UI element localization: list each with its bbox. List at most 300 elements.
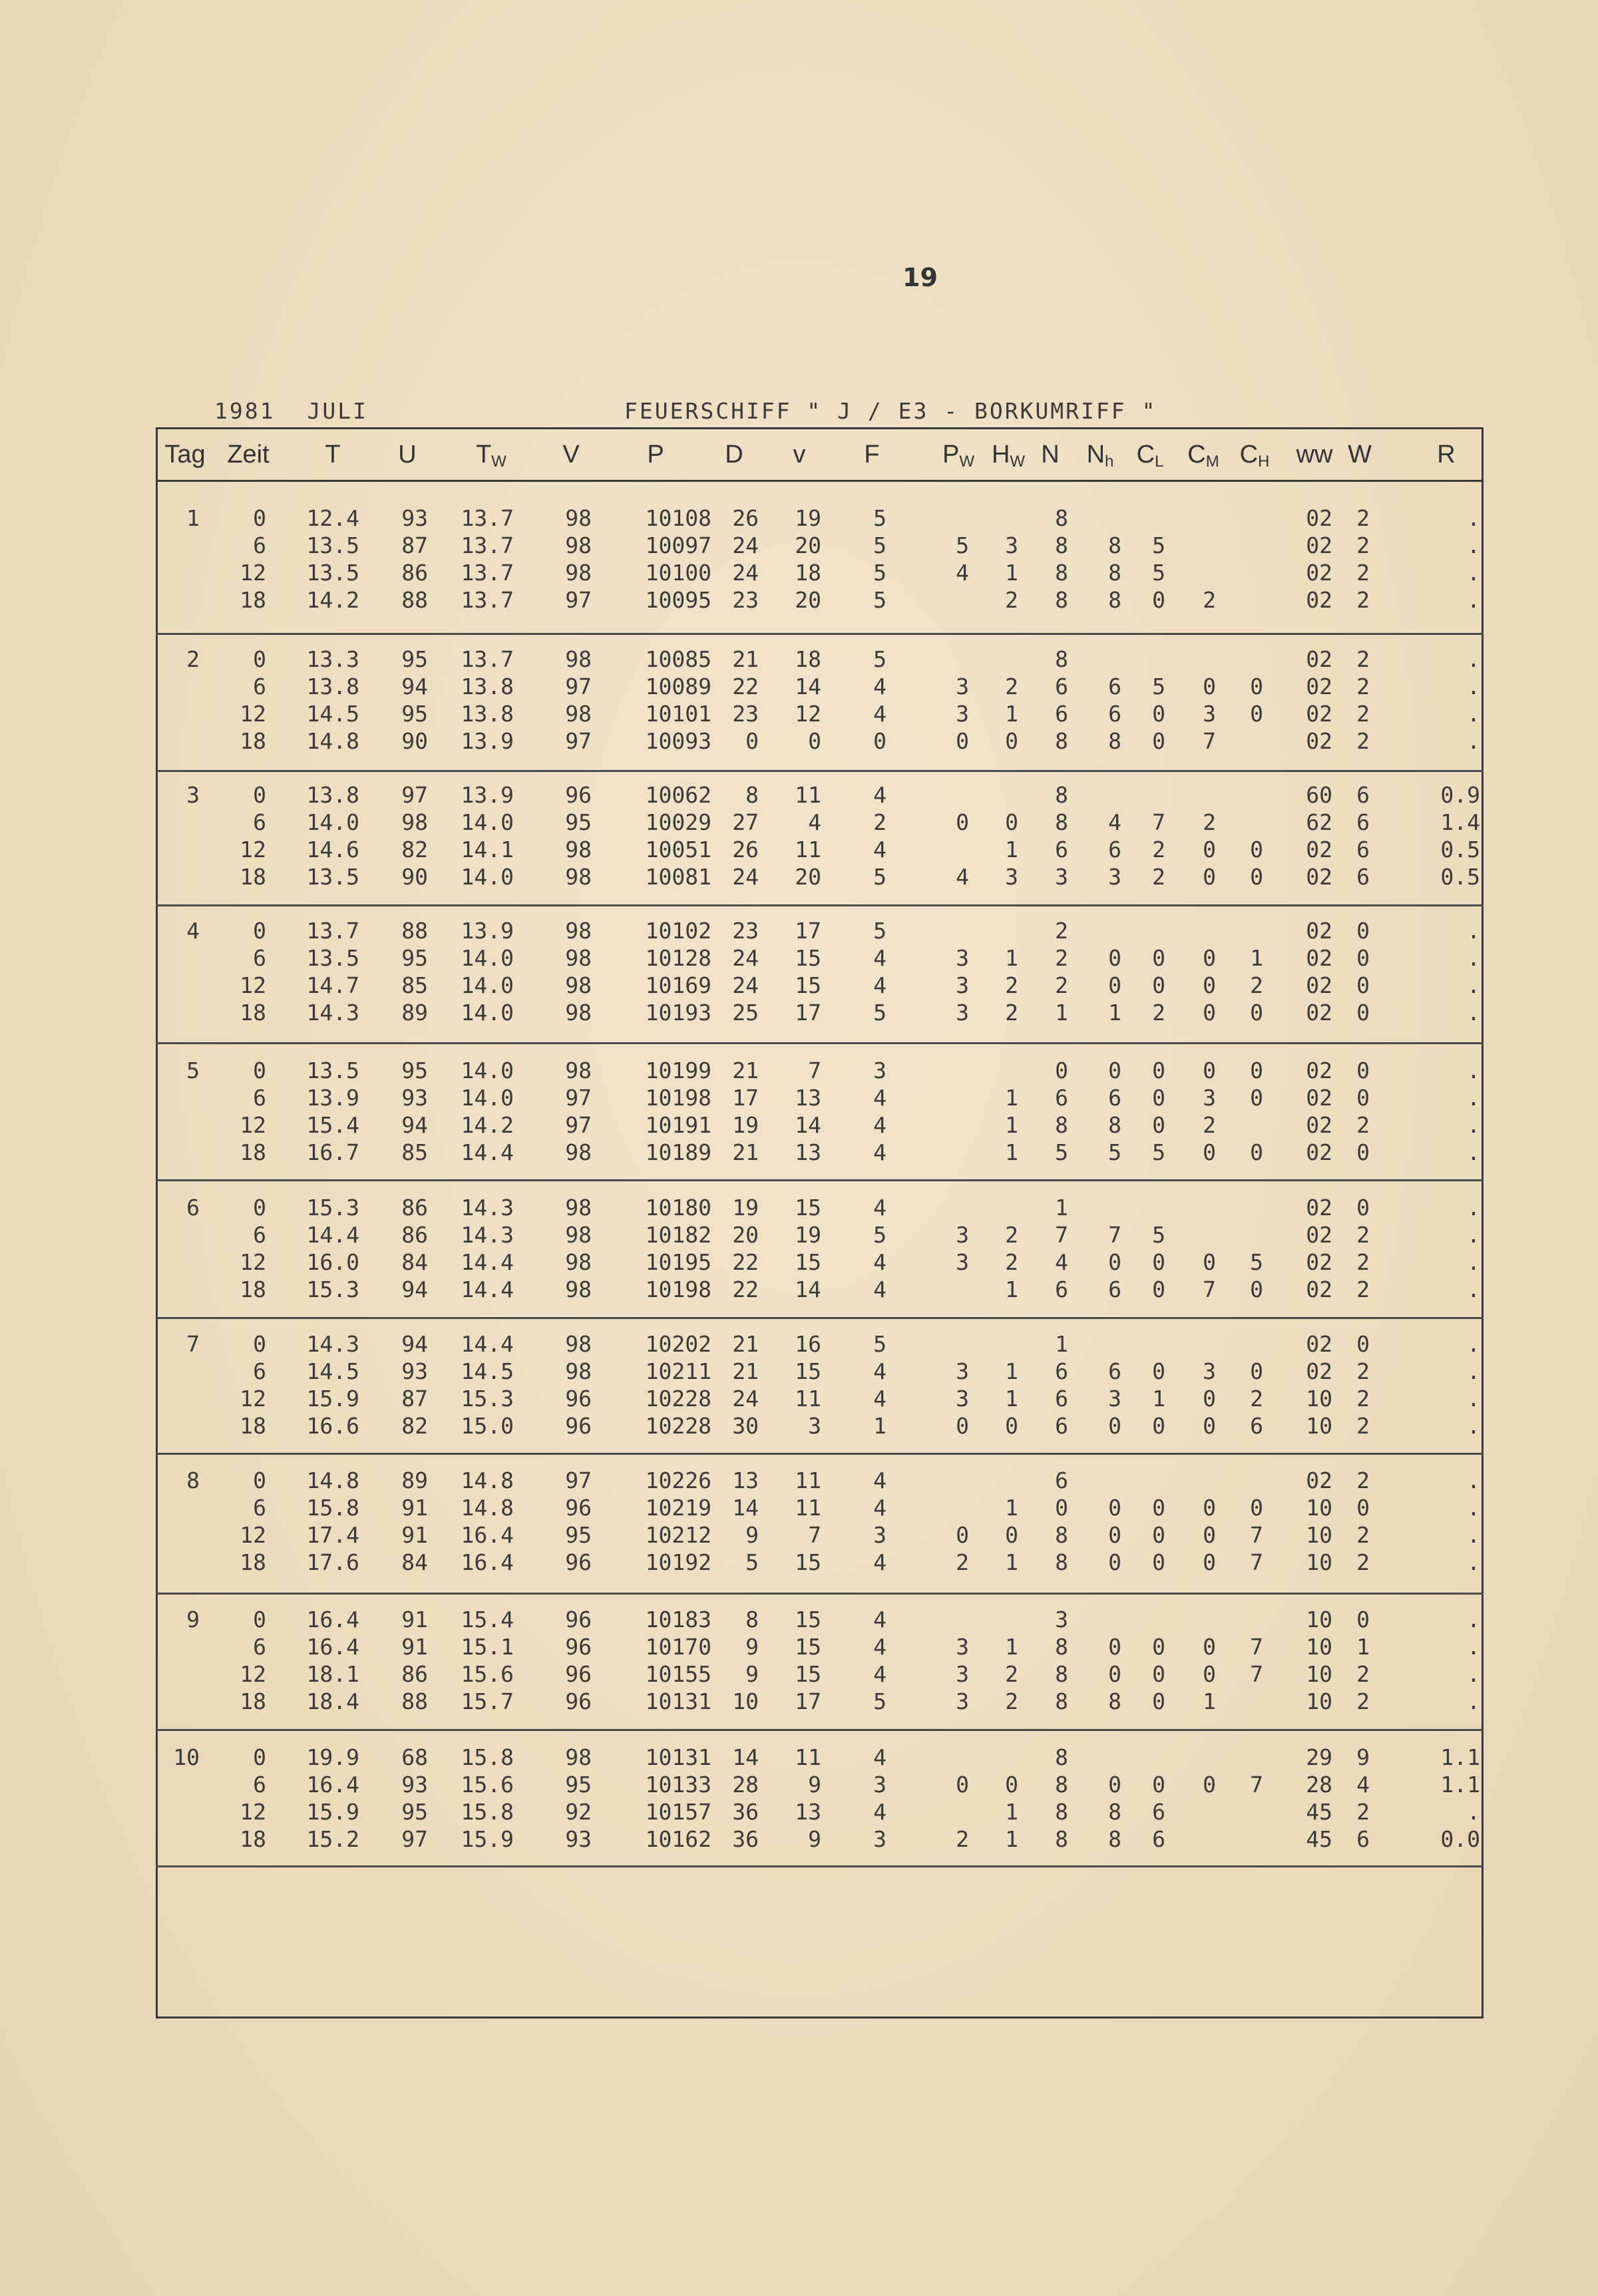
column-header-label: W (1348, 441, 1372, 469)
table-cell: 6 (1055, 1358, 1068, 1384)
table-cell: 10 (732, 1688, 759, 1714)
table-cell: 3 (956, 1386, 969, 1412)
table-cell: 0.5 (1440, 837, 1480, 862)
column-header-subscript: W (491, 453, 506, 471)
table-cell: 82 (401, 1413, 428, 1439)
table-cell: 8 (1108, 1112, 1121, 1138)
table-cell: 4 (873, 972, 887, 998)
table-cell: 2 (1005, 1661, 1018, 1687)
table-cell: 12 (240, 1386, 266, 1412)
table-cell: 12 (240, 701, 266, 727)
table-cell: 7 (1250, 1522, 1263, 1548)
table-cell: 10180 (645, 1195, 711, 1221)
table-cell: 0 (1203, 1139, 1216, 1165)
table-cell: 3 (956, 673, 969, 699)
table-cell: 17 (795, 1688, 821, 1714)
table-cell: 6 (253, 945, 266, 971)
table-cell: 94 (401, 1276, 428, 1302)
table-cell: 95 (565, 809, 592, 835)
table-period (214, 398, 400, 424)
table-row (0, 1222, 1598, 1248)
table-cell: 14.5 (306, 1358, 359, 1384)
table-cell: 16.4 (461, 1549, 514, 1575)
table-cell: 02 (1306, 1467, 1332, 1493)
table-cell: 2 (1356, 673, 1370, 699)
table-cell: 0 (253, 782, 266, 808)
table-cell: 13.5 (306, 945, 359, 971)
table-cell: 10169 (645, 972, 711, 998)
table-cell: 89 (401, 1467, 428, 1493)
table-cell: 6 (1108, 673, 1121, 699)
table-cell: 11 (795, 1386, 821, 1412)
table-cell: 15.9 (461, 1826, 514, 1852)
table-cell: 4 (873, 1139, 887, 1165)
table-cell: 10051 (645, 837, 711, 862)
table-cell: 1 (1005, 701, 1018, 727)
table-cell: 0 (253, 1607, 266, 1632)
table-cell: 3 (873, 1057, 887, 1083)
table-cell: 0 (1203, 673, 1216, 699)
column-header-8 (793, 441, 806, 469)
table-cell: 5 (873, 505, 887, 531)
column-header-18 (1348, 441, 1372, 469)
table-cell: 1 (1005, 1139, 1018, 1165)
table-cell: 3 (1203, 1358, 1216, 1384)
table-cell: 6 (253, 809, 266, 835)
table-cell: 95 (401, 701, 428, 727)
table-cell: 2 (1203, 809, 1216, 835)
table-cell: 5 (873, 646, 887, 672)
table-cell: 5 (873, 587, 887, 613)
table-cell: 7 (1250, 1661, 1263, 1687)
table-cell: 3 (1055, 864, 1068, 890)
table-cell: 45 (1306, 1826, 1332, 1852)
table-cell: 93 (401, 505, 428, 531)
table-cell: 68 (401, 1744, 428, 1770)
table-cell: . (1467, 1661, 1480, 1687)
table-cell: 0 (1152, 1661, 1165, 1687)
table-row (0, 1495, 1598, 1521)
table-cell: 5 (873, 1688, 887, 1714)
table-cell: 14.8 (306, 728, 359, 754)
table-cell: . (1467, 1057, 1480, 1083)
table-cell: 15.8 (461, 1744, 514, 1770)
column-header-14 (1137, 441, 1164, 471)
table-cell: 14.0 (461, 1057, 514, 1083)
table-cell: 97 (565, 1467, 592, 1493)
table-row (0, 560, 1598, 586)
table-cell: 93 (565, 1826, 592, 1852)
table-cell: 1 (1203, 1688, 1216, 1714)
table-cell: 10228 (645, 1386, 711, 1412)
table-cell: 4 (956, 560, 969, 586)
column-header-label: N (1041, 441, 1060, 469)
table-cell: 16.4 (461, 1522, 514, 1548)
table-cell: 7 (808, 1057, 821, 1083)
table-cell: 14.6 (306, 837, 359, 862)
table-cell: 10 (1306, 1522, 1332, 1548)
table-row (0, 1688, 1598, 1715)
table-cell: 1.1 (1440, 1772, 1480, 1798)
column-header-subscript: W (1010, 453, 1026, 471)
table-cell: 2 (956, 1826, 969, 1852)
table-cell: 10131 (645, 1744, 711, 1770)
table-cell: 4 (873, 1744, 887, 1770)
table-cell: 5 (1152, 560, 1165, 586)
table-cell: . (1467, 646, 1480, 672)
column-header-label: ww (1296, 441, 1333, 469)
column-header-4 (476, 441, 506, 471)
table-cell: 2 (1356, 1688, 1370, 1714)
table-cell: 3 (1005, 532, 1018, 558)
table-cell: 16.0 (306, 1249, 359, 1275)
table-cell: 1 (1005, 1549, 1018, 1575)
table-cell: 13.9 (461, 918, 514, 944)
table-cell: 85 (401, 972, 428, 998)
table-cell: 02 (1306, 972, 1332, 998)
group-separator (156, 1729, 1484, 1731)
table-cell: 91 (401, 1607, 428, 1632)
table-cell: 0 (1108, 1549, 1121, 1575)
table-cell: 0 (1250, 1495, 1263, 1521)
table-cell: 6 (1108, 1085, 1121, 1111)
day-cell: 7 (186, 1331, 200, 1357)
table-cell: 2 (1356, 1222, 1370, 1248)
table-cell: 10195 (645, 1249, 711, 1275)
table-cell: 18 (240, 1276, 266, 1302)
table-cell: 0 (1250, 864, 1263, 890)
table-cell: 5 (1055, 1139, 1068, 1165)
table-cell: 2 (956, 1549, 969, 1575)
table-cell: 0 (1250, 1139, 1263, 1165)
table-cell: . (1467, 1249, 1480, 1275)
table-cell: 6 (253, 1222, 266, 1248)
table-cell: 21 (732, 1139, 759, 1165)
table-cell: 15 (795, 945, 821, 971)
table-cell: 14 (795, 1112, 821, 1138)
table-cell: 6 (1055, 1085, 1068, 1111)
table-cell: 0 (1203, 1249, 1216, 1275)
table-cell: . (1467, 1522, 1480, 1548)
table-cell: 2 (1005, 673, 1018, 699)
table-cell: 14.4 (306, 1222, 359, 1248)
table-cell: 0 (1005, 1413, 1018, 1439)
table-cell: 0 (1108, 1522, 1121, 1548)
table-cell: 88 (401, 587, 428, 613)
table-cell: 8 (1108, 1799, 1121, 1825)
column-header-13 (1087, 441, 1114, 471)
table-cell: 14.8 (461, 1495, 514, 1521)
table-cell: 4 (873, 1276, 887, 1302)
table-cell: . (1467, 972, 1480, 998)
table-cell: 14 (795, 673, 821, 699)
day-cell: 2 (186, 646, 200, 672)
table-cell: 2 (1356, 1386, 1370, 1412)
table-cell: 16.4 (306, 1634, 359, 1660)
table-cell: 18 (240, 587, 266, 613)
table-row (0, 1195, 1598, 1221)
table-cell: 0 (1108, 1661, 1121, 1687)
table-cell: 02 (1306, 1249, 1332, 1275)
table-cell: 98 (565, 1000, 592, 1026)
table-cell: 96 (565, 1661, 592, 1687)
table-cell: 0 (1152, 701, 1165, 727)
table-cell: 1 (1108, 1000, 1121, 1026)
table-cell: 90 (401, 728, 428, 754)
table-cell: 14.0 (461, 945, 514, 971)
table-cell: 5 (1152, 1139, 1165, 1165)
table-cell: 14.4 (461, 1139, 514, 1165)
table-cell: 0 (1250, 1085, 1263, 1111)
table-cell: 98 (565, 532, 592, 558)
table-cell: 16.4 (306, 1772, 359, 1798)
table-cell: 0 (956, 1522, 969, 1548)
table-cell: 0 (1108, 1057, 1121, 1083)
table-cell: 10062 (645, 782, 711, 808)
table-cell: 6 (1152, 1799, 1165, 1825)
column-header-15 (1187, 441, 1219, 471)
table-cell: 8 (1055, 728, 1068, 754)
table-cell: 6 (1108, 701, 1121, 727)
day-cell: 8 (186, 1467, 200, 1493)
table-cell: 86 (401, 1195, 428, 1221)
table-cell: 8 (1055, 1799, 1068, 1825)
table-cell: 14.2 (306, 587, 359, 613)
month: JULI (307, 398, 368, 424)
table-cell: 4 (873, 673, 887, 699)
table-cell: 7 (1152, 809, 1165, 835)
table-cell: 8 (1108, 560, 1121, 586)
table-cell: 12 (240, 1249, 266, 1275)
table-cell: 8 (1055, 809, 1068, 835)
table-cell: 2 (1356, 701, 1370, 727)
table-row (0, 809, 1598, 836)
table-cell: 1 (1005, 1386, 1018, 1412)
table-cell: 18 (795, 646, 821, 672)
table-cell: 98 (565, 864, 592, 890)
table-cell: 0 (1152, 1358, 1165, 1384)
table-cell: 0 (253, 1057, 266, 1083)
table-cell: 1 (1005, 1799, 1018, 1825)
table-cell: 4 (873, 1607, 887, 1632)
table-cell: 3 (873, 1522, 887, 1548)
table-cell: 0 (1152, 945, 1165, 971)
table-cell: 20 (732, 1222, 759, 1248)
table-cell: 26 (732, 505, 759, 531)
table-cell: 29 (1306, 1744, 1332, 1770)
table-cell: . (1467, 1386, 1480, 1412)
table-cell: 2 (1203, 587, 1216, 613)
table-cell: 0 (253, 1744, 266, 1770)
table-cell: 0 (1152, 1413, 1165, 1439)
table-cell: 36 (732, 1826, 759, 1852)
table-cell: 0 (1005, 1772, 1018, 1798)
table-cell: 7 (1203, 1276, 1216, 1302)
table-row (0, 1057, 1598, 1084)
table-cell: 3 (956, 1358, 969, 1384)
table-cell: 95 (565, 1772, 592, 1798)
table-cell: 10101 (645, 701, 711, 727)
table-cell: 8 (745, 1607, 759, 1632)
table-cell: 96 (565, 782, 592, 808)
table-cell: 0 (1203, 1000, 1216, 1026)
table-cell: 15.8 (306, 1495, 359, 1521)
table-cell: . (1467, 1799, 1480, 1825)
table-cell: 87 (401, 532, 428, 558)
table-cell: 14 (732, 1744, 759, 1770)
table-cell: 15 (795, 1634, 821, 1660)
table-cell: 3 (808, 1413, 821, 1439)
table-cell: 02 (1306, 864, 1332, 890)
table-cell: 7 (1250, 1772, 1263, 1798)
table-cell: 02 (1306, 918, 1332, 944)
table-cell: 02 (1306, 1276, 1332, 1302)
table-cell: 4 (873, 1549, 887, 1575)
table-cell: 97 (401, 1826, 428, 1852)
table-row (0, 1826, 1598, 1853)
table-cell: 2 (873, 809, 887, 835)
column-header-label: C (1187, 441, 1206, 469)
column-header-10 (942, 441, 974, 471)
table-cell: 0 (956, 1772, 969, 1798)
table-cell: . (1467, 1276, 1480, 1302)
table-cell: 14 (732, 1495, 759, 1521)
table-cell: 97 (565, 673, 592, 699)
table-cell: 10095 (645, 587, 711, 613)
table-cell: 0 (1203, 1661, 1216, 1687)
table-cell: 2 (1356, 1112, 1370, 1138)
table-cell: 5 (1152, 532, 1165, 558)
table-cell: 20 (795, 864, 821, 890)
table-cell: 96 (565, 1386, 592, 1412)
column-header-0 (164, 441, 205, 469)
table-cell: 0 (1356, 1057, 1370, 1083)
table-cell: 7 (1250, 1549, 1263, 1575)
table-cell: 0 (1152, 1085, 1165, 1111)
column-header-2 (325, 441, 340, 469)
table-cell: 0 (1203, 1495, 1216, 1521)
table-cell: 87 (401, 1386, 428, 1412)
table-cell: 28 (732, 1772, 759, 1798)
table-cell: 4 (873, 1661, 887, 1687)
table-row (0, 505, 1598, 532)
table-cell: . (1467, 505, 1480, 531)
table-cell: 98 (565, 1358, 592, 1384)
table-cell: 10 (1306, 1661, 1332, 1687)
table-cell: 0 (1108, 1495, 1121, 1521)
table-cell: 1.4 (1440, 809, 1480, 835)
table-cell: 0 (1152, 1495, 1165, 1521)
table-row (0, 1413, 1598, 1439)
table-cell: 17 (795, 918, 821, 944)
table-cell: 1 (1356, 1634, 1370, 1660)
table-cell: 02 (1306, 945, 1332, 971)
table-cell: 10202 (645, 1331, 711, 1357)
table-cell: 14.1 (461, 837, 514, 862)
table-cell: 96 (565, 1688, 592, 1714)
table-cell: 3 (956, 1688, 969, 1714)
table-cell: 1 (1005, 1085, 1018, 1111)
table-cell: 91 (401, 1522, 428, 1548)
table-cell: 16.6 (306, 1413, 359, 1439)
table-cell: . (1467, 1495, 1480, 1521)
table-cell: 0 (1356, 1085, 1370, 1111)
table-cell: 2 (1005, 1688, 1018, 1714)
table-cell: 10093 (645, 728, 711, 754)
table-cell: 5 (1152, 1222, 1165, 1248)
day-cell: 9 (186, 1607, 200, 1632)
table-cell: 8 (1055, 1826, 1068, 1852)
table-cell: 0 (253, 1467, 266, 1493)
table-cell: 10100 (645, 560, 711, 586)
table-cell: 22 (732, 1249, 759, 1275)
table-cell: 98 (565, 918, 592, 944)
table-cell: 4 (956, 864, 969, 890)
table-cell: 0 (1250, 673, 1263, 699)
table-cell: 10189 (645, 1139, 711, 1165)
table-cell: 6 (1055, 1386, 1068, 1412)
table-cell: 0 (1055, 1057, 1068, 1083)
group-separator (156, 1865, 1484, 1867)
table-cell: 2 (1250, 1386, 1263, 1412)
table-cell: 97 (565, 1085, 592, 1111)
table-cell: 0 (1356, 1331, 1370, 1357)
table-cell: 85 (401, 1139, 428, 1165)
table-cell: 17 (795, 1000, 821, 1026)
table-cell: 24 (732, 945, 759, 971)
table-cell: 3 (873, 1826, 887, 1852)
table-cell: 96 (565, 1413, 592, 1439)
table-cell: 98 (565, 837, 592, 862)
table-cell: 02 (1306, 673, 1332, 699)
column-header-label: P (647, 441, 664, 469)
table-cell: 96 (565, 1549, 592, 1575)
table-cell: . (1467, 701, 1480, 727)
table-cell: 7 (808, 1522, 821, 1548)
table-cell: 1 (1005, 1495, 1018, 1521)
table-cell: 15 (795, 1195, 821, 1221)
table-cell: 2 (1356, 1358, 1370, 1384)
table-cell: 3 (1203, 1085, 1216, 1111)
table-cell: 97 (565, 1112, 592, 1138)
table-cell: 3 (1108, 1386, 1121, 1412)
table-cell: 0 (1203, 945, 1216, 971)
table-cell: 0 (1250, 1358, 1263, 1384)
table-cell: 30 (732, 1413, 759, 1439)
table-title: FEUERSCHIFF " J / E3 - BORKUMRIFF " (624, 398, 1157, 424)
table-cell: 02 (1306, 1000, 1332, 1026)
table-cell: 1 (1055, 1195, 1068, 1221)
table-cell: 98 (565, 1222, 592, 1248)
table-cell: 0 (873, 728, 887, 754)
table-cell: 12 (240, 972, 266, 998)
table-cell: 0 (1152, 587, 1165, 613)
table-cell: 16.7 (306, 1139, 359, 1165)
column-header-label: N (1086, 441, 1105, 469)
table-cell: 14.3 (461, 1195, 514, 1221)
table-cell: 3 (1108, 864, 1121, 890)
table-cell: 0 (1203, 1522, 1216, 1548)
table-cell: 24 (732, 972, 759, 998)
table-cell: 4 (873, 701, 887, 727)
table-cell: 15.6 (461, 1661, 514, 1687)
table-cell: 6 (1356, 864, 1370, 890)
table-cell: 10162 (645, 1826, 711, 1852)
table-cell: 5 (873, 918, 887, 944)
table-row (0, 1276, 1598, 1303)
table-cell: 0.0 (1440, 1826, 1480, 1852)
table-cell: 02 (1306, 1139, 1332, 1165)
